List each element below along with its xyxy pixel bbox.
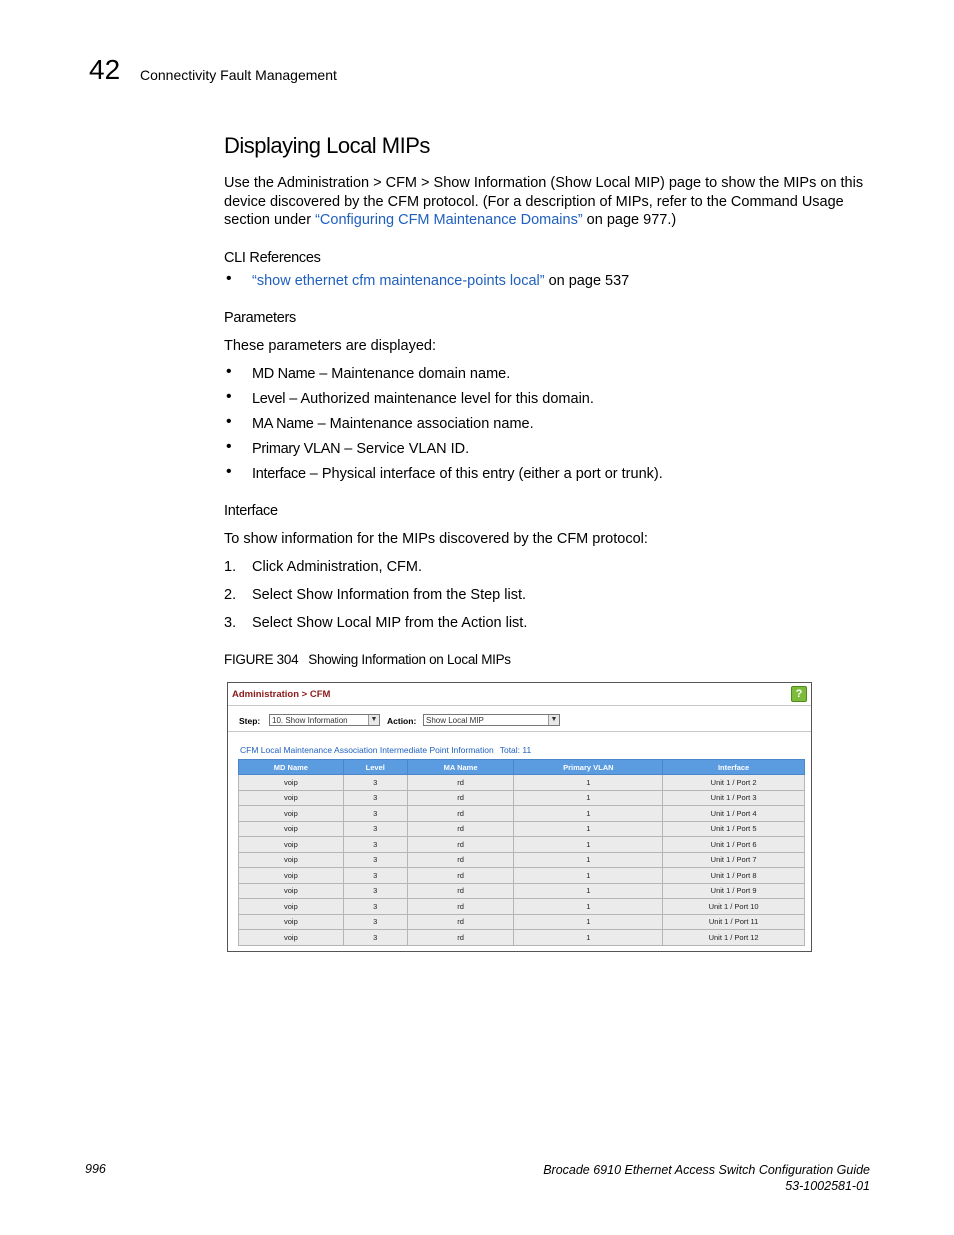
cell-level: 3: [343, 806, 407, 822]
doc-number: 53-1002581-01: [785, 1179, 870, 1193]
cell-md-name: voip: [239, 790, 344, 806]
cell-md-name: voip: [239, 837, 344, 853]
cell-interface: Unit 1 / Port 11: [663, 914, 805, 930]
bullet-icon: •: [226, 413, 232, 430]
table-row: [239, 883, 805, 899]
action-select-value: Show Local MIP: [426, 716, 484, 725]
cell-primary-vlan: 1: [514, 868, 663, 884]
table-row: [239, 837, 805, 853]
table-row: [239, 899, 805, 915]
intro-line-3-pre: section under: [224, 212, 316, 228]
action-select[interactable]: [423, 714, 560, 726]
table-title-text: CFM Local Maintenance Association Intermediate Point Information: [240, 745, 494, 755]
step-number: 1.: [224, 559, 237, 575]
bullet-icon: •: [226, 463, 232, 480]
bullet-icon: •: [226, 270, 232, 287]
parameter-term: Interface: [252, 466, 306, 482]
mip-table: [238, 759, 805, 946]
cell-md-name: voip: [239, 930, 344, 946]
table-row: [239, 914, 805, 930]
cell-primary-vlan: 1: [514, 914, 663, 930]
table-row: [239, 806, 805, 822]
breadcrumb[interactable]: Administration > CFM: [232, 689, 331, 700]
parameters-intro: These parameters are displayed:: [224, 338, 436, 354]
cell-ma-name: rd: [407, 775, 514, 791]
cell-md-name: voip: [239, 821, 344, 837]
step-text: Select Show Information from the Step list.: [252, 587, 527, 603]
cell-ma-name: rd: [407, 821, 514, 837]
parameter-desc: – Maintenance domain name.: [315, 366, 511, 382]
cell-level: 3: [343, 790, 407, 806]
table-row: [239, 775, 805, 791]
parameter-term: MD Name: [252, 366, 316, 382]
screenshot-panel: [227, 682, 812, 952]
cell-md-name: voip: [239, 806, 344, 822]
step-select-value: 10. Show Information: [272, 716, 348, 725]
step-text: Click Administration, CFM.: [252, 559, 423, 575]
intro-line-3-post: on page 977.): [582, 212, 677, 228]
cell-interface: Unit 1 / Port 7: [663, 852, 805, 868]
table-total: Total: 11: [499, 745, 532, 755]
cell-ma-name: rd: [407, 899, 514, 915]
figure-label: FIGURE 304: [224, 652, 299, 667]
page-number: 996: [85, 1162, 106, 1176]
cell-level: 3: [343, 852, 407, 868]
cell-interface: Unit 1 / Port 9: [663, 883, 805, 899]
show-ethernet-cfm-link[interactable]: “show ethernet cfm maintenance-points local”: [252, 273, 545, 289]
cell-interface: Unit 1 / Port 3: [663, 790, 805, 806]
cell-ma-name: rd: [407, 852, 514, 868]
intro-line-2: device discovered by the CFM protocol. (For a description of MIPs, refer to the Command Usage: [224, 193, 844, 210]
configuring-cfm-link[interactable]: “Configuring CFM Maintenance Domains”: [315, 212, 583, 228]
interface-intro: To show information for the MIPs discovered by the CFM protocol:: [224, 531, 648, 547]
bullet-icon: •: [226, 363, 232, 380]
table-row: [239, 868, 805, 884]
step-label: Step:: [239, 716, 261, 726]
cell-level: 3: [343, 914, 407, 930]
intro-paragraph: [224, 174, 884, 230]
cell-md-name: voip: [239, 883, 344, 899]
bullet-icon: •: [226, 438, 232, 455]
cell-md-name: voip: [239, 868, 344, 884]
cell-ma-name: rd: [407, 790, 514, 806]
cell-interface: Unit 1 / Port 12: [663, 930, 805, 946]
column-header-level: Level: [343, 760, 407, 775]
parameter-term: Primary VLAN: [252, 441, 341, 457]
cell-ma-name: rd: [407, 806, 514, 822]
column-header-ma-name: MA Name: [407, 760, 514, 775]
table-title: [240, 745, 531, 755]
bullet-icon: •: [226, 388, 232, 405]
cell-primary-vlan: 1: [514, 790, 663, 806]
cell-ma-name: rd: [407, 930, 514, 946]
cell-ma-name: rd: [407, 914, 514, 930]
parameter-term: MA Name: [252, 416, 314, 432]
parameter-desc: – Maintenance association name.: [313, 416, 534, 432]
book-title: Brocade 6910 Ethernet Access Switch Configuration Guide: [543, 1163, 870, 1177]
parameter-desc: – Physical interface of this entry (either a port or trunk).: [305, 466, 663, 482]
cell-primary-vlan: 1: [514, 852, 663, 868]
cell-primary-vlan: 1: [514, 821, 663, 837]
cell-md-name: voip: [239, 852, 344, 868]
cell-level: 3: [343, 930, 407, 946]
table-row: [239, 852, 805, 868]
cell-interface: Unit 1 / Port 5: [663, 821, 805, 837]
column-header-primary-vlan: Primary VLAN: [514, 760, 663, 775]
parameters-heading: Parameters: [224, 310, 296, 326]
cell-interface: Unit 1 / Port 10: [663, 899, 805, 915]
panel-header: [228, 683, 811, 706]
column-header-interface: Interface: [663, 760, 805, 775]
chevron-down-icon[interactable]: ▼: [368, 715, 379, 725]
chevron-down-icon[interactable]: ▼: [548, 715, 559, 725]
cell-primary-vlan: 1: [514, 806, 663, 822]
cell-interface: Unit 1 / Port 4: [663, 806, 805, 822]
action-label: Action:: [387, 716, 417, 726]
cell-level: 3: [343, 883, 407, 899]
cell-ma-name: rd: [407, 883, 514, 899]
cli-reference-page: on page 537: [544, 273, 630, 289]
cli-references-heading: CLI References: [224, 250, 321, 266]
table-row: [239, 930, 805, 946]
step-text: Select Show Local MIP from the Action list.: [252, 615, 528, 631]
intro-line-3: [224, 211, 884, 230]
parameter-desc: – Authorized maintenance level for this domain.: [285, 391, 594, 407]
cell-level: 3: [343, 868, 407, 884]
step-number: 3.: [224, 615, 237, 631]
cell-ma-name: rd: [407, 868, 514, 884]
figure-title: Showing Information on Local MIPs: [308, 652, 511, 667]
section-title: Displaying Local MIPs: [224, 133, 430, 158]
cell-primary-vlan: 1: [514, 899, 663, 915]
cell-level: 3: [343, 837, 407, 853]
cell-interface: Unit 1 / Port 2: [663, 775, 805, 791]
cell-level: 3: [343, 899, 407, 915]
column-header-md-name: MD Name: [239, 760, 344, 775]
figure-caption: [224, 652, 511, 667]
cell-primary-vlan: 1: [514, 775, 663, 791]
cell-ma-name: rd: [407, 837, 514, 853]
cell-interface: Unit 1 / Port 8: [663, 868, 805, 884]
intro-line-1: Use the Administration > CFM > Show Information (Show Local MIP) page to show the MIPs on this: [224, 175, 864, 191]
cell-md-name: voip: [239, 899, 344, 915]
table-header-row: [239, 760, 805, 775]
cell-md-name: voip: [239, 775, 344, 791]
control-row: [228, 709, 811, 732]
parameter-term: Level: [252, 391, 286, 407]
cell-primary-vlan: 1: [514, 930, 663, 946]
step-number: 2.: [224, 587, 237, 603]
parameter-desc: – Service VLAN ID.: [340, 441, 470, 457]
table-row: [239, 790, 805, 806]
chapter-title: Connectivity Fault Management: [140, 67, 337, 83]
step-select[interactable]: [269, 714, 380, 726]
cell-primary-vlan: 1: [514, 837, 663, 853]
help-icon[interactable]: ?: [791, 686, 807, 702]
cell-level: 3: [343, 821, 407, 837]
table-row: [239, 821, 805, 837]
interface-heading: Interface: [224, 503, 278, 519]
footer-info: [500, 1162, 870, 1194]
cell-interface: Unit 1 / Port 6: [663, 837, 805, 853]
cell-level: 3: [343, 775, 407, 791]
chapter-number: 42: [89, 54, 121, 85]
cell-primary-vlan: 1: [514, 883, 663, 899]
cell-md-name: voip: [239, 914, 344, 930]
